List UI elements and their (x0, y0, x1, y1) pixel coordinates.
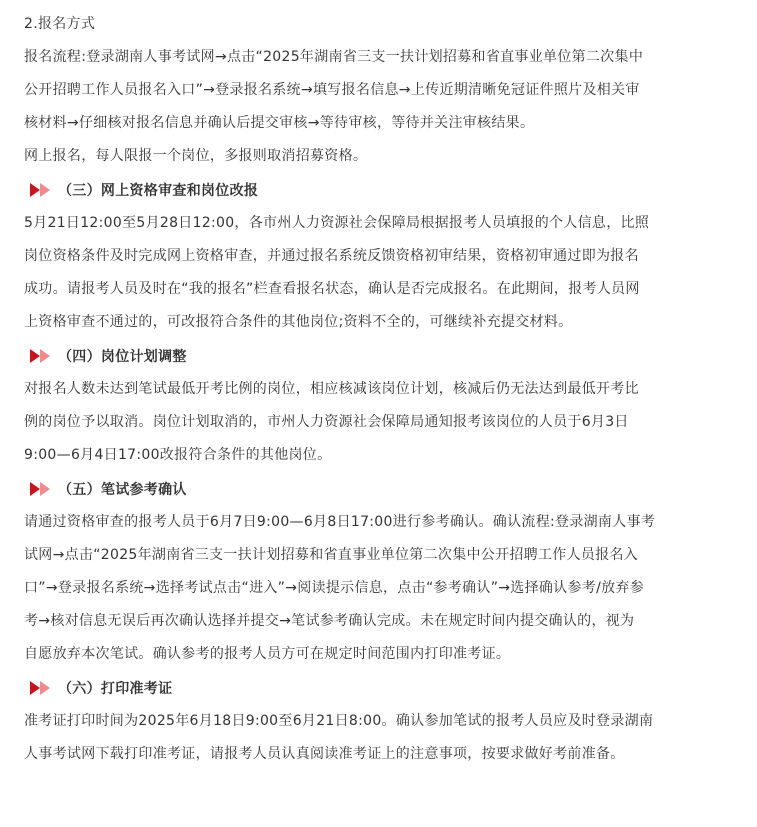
section-heading-5 (24, 472, 739, 506)
double-right-triangle-icon (30, 183, 52, 197)
paragraph-line: 准考证打印时间为2025年6月18日9:00至6月21日8:00。确认参加笔试的报考人员应及时登录湖南 (24, 713, 654, 729)
exam-confirmation-paragraph (24, 506, 739, 671)
paragraph-line: 试网→点击“2025年湖南省三支一扶计划招募和省直事业单位第二次集中公开招聘工作人员报名入 (24, 547, 639, 563)
paragraph-line: 报名流程:登录湖南人事考试网→点击“2025年湖南省三支一扶计划招募和省直事业单位第二次集中 (24, 49, 644, 65)
paragraph-line: 网上报名，每人限报一个岗位，多报则取消招募资格。 (24, 148, 368, 164)
section-heading-3 (24, 173, 739, 207)
admission-ticket-paragraph (24, 705, 739, 771)
plan-adjustment-paragraph (24, 373, 739, 472)
paragraph-line: 人事考试网下载打印准考证，请报考人员认真阅读准考证上的注意事项，按要求做好考前准备。 (24, 746, 625, 762)
double-right-triangle-icon (30, 349, 52, 363)
paragraph-line: 口”→登录报名系统→选择考试点击“进入”→阅读提示信息，点击“参考确认”→选择确认参考/放弃参 (24, 580, 645, 596)
section-title: 2.报名方式 (24, 16, 96, 32)
paragraph-line: 9:00—6月4日17:00改报符合条件的其他岗位。 (24, 447, 332, 463)
section-heading-text: （五）笔试参考确认 (58, 482, 187, 498)
registration-process-paragraph (24, 41, 739, 140)
section-heading-text: （六）打印准考证 (58, 681, 173, 697)
paragraph-line: 考→核对信息无误后再次确认选择并提交→笔试参考确认完成。未在规定时间内提交确认的，视为 (24, 613, 635, 629)
paragraph-line: 自愿放弃本次笔试。确认参考的报考人员方可在规定时间范围内打印准考证。 (24, 646, 511, 662)
paragraph-line: 对报名人数未达到笔试最低开考比例的岗位，相应核减该岗位计划，核减后仍无法达到最低开考比 (24, 381, 639, 397)
paragraph-line: 岗位资格条件及时完成网上资格审查，并通过报名系统反馈资格初审结果，资格初审通过即为报名 (24, 248, 639, 264)
section-heading-text: （三）网上资格审查和岗位改报 (58, 183, 259, 199)
paragraph-line: 公开招聘工作人员报名入口”→登录报名系统→填写报名信息→上传近期清晰免冠证件照片及相关审 (24, 82, 640, 98)
paragraph-line: 例的岗位予以取消。岗位计划取消的，市州人力资源社会保障局通知报考该岗位的人员于6月3日 (24, 414, 629, 430)
one-position-rule-paragraph (24, 140, 739, 173)
paragraph-line: 核材料→仔细核对报名信息并确认后提交审核→等待审核，等待并关注审核结果。 (24, 115, 535, 131)
section-heading-4 (24, 339, 739, 373)
double-right-triangle-icon (30, 482, 52, 496)
qualification-review-paragraph (24, 207, 739, 339)
section-heading-text: （四）岗位计划调整 (58, 349, 187, 365)
paragraph-line: 上资格审查不通过的，可改报符合条件的其他岗位;资料不全的，可继续补充提交材料。 (24, 314, 573, 330)
paragraph-line: 5月21日12:00至5月28日12:00，各市州人力资源社会保障局根据报考人员填报的个人信息，比照 (24, 215, 650, 231)
paragraph-line: 请通过资格审查的报考人员于6月7日9:00—6月8日17:00进行参考确认。确认流程:登录湖南人事考 (24, 514, 656, 530)
section-heading-6 (24, 671, 739, 705)
double-right-triangle-icon (30, 681, 52, 695)
paragraph-line: 成功。请报考人员及时在“我的报名”栏查看报名状态，确认是否完成报名。在此期间，报考人员网 (24, 281, 640, 297)
